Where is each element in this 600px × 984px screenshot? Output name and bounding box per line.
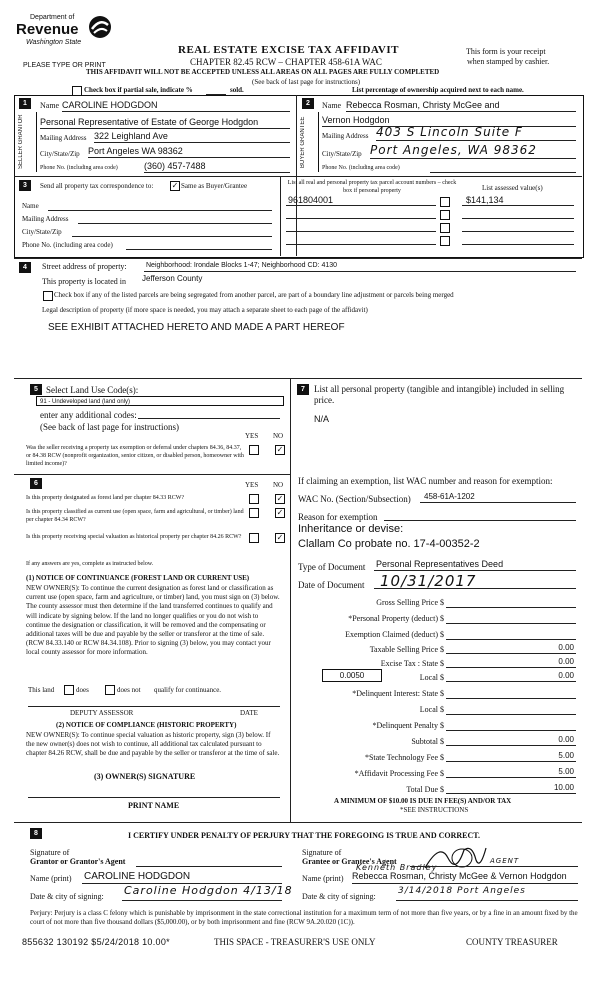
form-title: REAL ESTATE EXCISE TAX AFFIDAVIT <box>178 44 399 56</box>
divider-3 <box>14 176 582 177</box>
wac-line <box>420 502 576 503</box>
minimum-due-note: A MINIMUM OF $10.00 IS DUE IN FEE(S) AND/OR TAX <box>334 797 512 805</box>
partial-sale-label: Check box if partial sale, indicate % <box>84 86 193 94</box>
s6-top-line <box>14 474 290 475</box>
qualify-label: qualify for continuance. <box>154 686 222 694</box>
grantor-name-value[interactable]: CAROLINE HODGDON <box>84 871 191 882</box>
section-1-number: 1 <box>19 98 31 109</box>
assessed-value[interactable]: $141,134 <box>466 195 504 205</box>
calc-value-taxable[interactable]: 0.00 <box>558 643 574 652</box>
personal-property-checkbox-2[interactable] <box>440 210 450 220</box>
grantee-name-value[interactable]: Rebecca Rosman, Christy McGee & Vernon Hodgdon <box>352 871 567 881</box>
county-treasurer-label: COUNTY TREASURER <box>466 937 558 947</box>
this-land-label: This land <box>28 686 55 694</box>
exemption-label: If claiming an exemption, list WAC number and reason for exemption: <box>298 476 553 486</box>
seller-name-line <box>62 111 290 112</box>
grantee-sig-label-2: Grantee or Grantee's Agent <box>302 857 397 866</box>
calc-line-5 <box>446 681 576 682</box>
calc-label-delinq-local: Local $ <box>419 705 444 714</box>
buyer-phone-label: Phone No. (including area code) <box>322 165 400 171</box>
notice-compliance-body: NEW OWNER(S): To continue special valuation as historic property, sign (3) below. If the new owner(s) does not wish to continue, all additional tax calculated pursuant to chapter 84.26 RCW, shall be due and payable by the seller or transferor at the time of sale. <box>26 731 280 758</box>
s6-q1-yes-checkbox[interactable] <box>249 494 259 504</box>
additional-codes-label: enter any additional codes: <box>40 410 137 420</box>
section-8-number: 8 <box>30 828 42 839</box>
logo-line1: Department of <box>30 14 75 21</box>
buyer-phone-line <box>430 172 576 173</box>
grantor-sig-label-2: Grantor or Grantor's Agent <box>30 857 126 866</box>
street-address-value[interactable]: Neighborhood: Irondale Blocks 1-47; Neighborhood CD: 4130 <box>146 262 338 269</box>
s6-q3-no-checkbox[interactable]: ✓ <box>276 533 284 542</box>
buyer-mailing-value[interactable]: 403 S Lincoln Suite F <box>376 125 523 139</box>
doc-type-label: Type of Document <box>298 562 366 572</box>
doc-date-label: Date of Document <box>298 580 365 590</box>
calc-line-3 <box>446 653 576 654</box>
seller-mailing-label: Mailing Address <box>40 134 87 142</box>
calc-line-9 <box>446 745 576 746</box>
located-in-label: This property is located in <box>42 277 126 286</box>
revenue-logo-icon <box>86 14 114 40</box>
local-rate-box[interactable]: 0.0050 <box>322 669 382 682</box>
grantee-agent-mark: AGENT <box>490 857 520 865</box>
deputy-line <box>28 706 280 707</box>
does-label: does <box>76 686 89 694</box>
calc-label-total: Total Due $ <box>406 785 444 794</box>
calc-label-taxable: Taxable Selling Price $ <box>369 645 444 654</box>
s8-top-line <box>14 822 582 823</box>
calc-line-4 <box>446 667 576 668</box>
grantee-date-label: Date & city of signing: <box>302 892 376 901</box>
grantor-signature[interactable]: Caroline Hodgdon 4/13/18 <box>124 884 293 897</box>
please-type-label: PLEASE TYPE OR PRINT <box>23 62 106 69</box>
doc-date-value[interactable]: 10/31/2017 <box>380 572 477 590</box>
buyer-name-line <box>346 111 576 112</box>
see-instructions-note: *SEE INSTRUCTIONS <box>400 806 469 814</box>
doc-type-line <box>374 570 576 571</box>
seller-name-label: Name <box>40 101 60 110</box>
dor-logo <box>16 14 126 56</box>
does-not-label: does not <box>117 686 141 694</box>
seller-city-line <box>88 157 290 158</box>
s6-no-header: NO <box>273 481 284 489</box>
lower-divider <box>290 378 291 822</box>
does-not-checkbox[interactable] <box>105 685 115 695</box>
calc-label-processing-fee: *Affidavit Processing Fee $ <box>354 769 444 778</box>
sold-label: sold. <box>230 86 244 94</box>
section-7-number: 7 <box>297 384 309 395</box>
notice-continuance-body: NEW OWNER(S): To continue the current designation as forest land or classification as current use (open space, farm and agriculture, or timber) land, you must sign on (3) below. The county assessor must then determine if the land transferred continues to qualify and will indicate by signing below. If the land no longer qualifies or you do not wish to continue the designation or classification, it will be removed and the compensating or additional taxes will be due and payable by the seller or transferor at the time of sale. (RCW 84.33.140 or RCW 84.34.108). Prior to signing (3) below, you may contact your local county assessor for more information. <box>26 584 280 657</box>
calc-value-state-tax[interactable]: 0.00 <box>558 657 574 666</box>
s3-name-line <box>48 210 272 211</box>
assessed-line-4 <box>462 244 574 245</box>
s6-q2-yes-checkbox[interactable] <box>249 508 259 518</box>
reason-line <box>384 520 576 521</box>
grantor-date-line <box>122 900 282 901</box>
percentage-note: List percentage of ownership acquired next to each name. <box>352 86 524 94</box>
calc-line-1 <box>446 623 576 624</box>
grantee-name-label: Name (print) <box>302 874 344 883</box>
s6-q2: Is this property classified as current use (open space, farm and agricultural, or timber) land per chapter 84.34 RCW? <box>26 509 244 523</box>
seller-mailing-value[interactable]: 322 Leighland Ave <box>94 131 168 141</box>
s5-yes-checkbox[interactable] <box>249 445 259 455</box>
calc-value-total[interactable]: 10.00 <box>553 783 574 792</box>
street-address-label: Street address of property: <box>42 262 127 271</box>
s6-q3: Is this property receiving special valuation as historical property per chapter 84.26 RCW? <box>26 534 242 540</box>
land-use-select[interactable]: 91 - Undeveloped land (land only) <box>36 396 284 406</box>
deputy-assessor-label: DEPUTY ASSESSOR <box>70 709 134 717</box>
form-subtitle: CHAPTER 82.45 RCW – CHAPTER 458-61A WAC <box>190 57 382 67</box>
calc-line-12 <box>446 793 576 794</box>
calc-line-6 <box>446 698 576 699</box>
buyer-city-label: City/State/Zip <box>322 150 362 158</box>
buyer-name-label: Name <box>322 101 342 110</box>
seller-name2-line <box>40 128 290 129</box>
s3-phone-label: Phone No. (including area code) <box>22 241 113 249</box>
s3-name-label: Name <box>22 202 39 210</box>
does-checkbox[interactable] <box>64 685 74 695</box>
seller-name-value[interactable]: CAROLINE HODGDON <box>62 100 158 110</box>
perjury-text: Perjury: Perjury is a class C felony which is punishable by imprisonment in the state correctional institution for a maximum term of not more than five years, or by a fine in an amount fixed by the court of not more than five thousand dollars ($5,000.00), or by both imprisonment and fine (RCW 9A.20.020 (1C)). <box>30 909 578 926</box>
grantee-date-line <box>396 900 578 901</box>
calc-label-state-tax: Excise Tax : State $ <box>380 659 444 668</box>
treasurer-space-label: THIS SPACE - TREASURER'S USE ONLY <box>214 937 376 947</box>
section-4-number: 4 <box>19 262 31 273</box>
calc-label-delinq-state: *Delinquent Interest: State $ <box>352 689 444 698</box>
calc-line-8 <box>446 730 576 731</box>
calc-value-subtotal[interactable]: 0.00 <box>558 735 574 744</box>
assessed-line-1 <box>462 205 574 206</box>
parcel-header: List all real and personal property tax parcel account numbers – check box if personal property <box>287 180 457 194</box>
wac-label: WAC No. (Section/Subsection) <box>298 494 411 504</box>
send-correspondence-label: Send all property tax correspondence to: <box>40 182 154 190</box>
calc-label-tech-fee: *State Technology Fee $ <box>364 753 444 762</box>
s6-if-yes: If any answers are yes, complete as instructed below. <box>26 561 154 567</box>
section-3-number: 3 <box>19 180 31 191</box>
segregated-checkbox[interactable] <box>43 291 53 301</box>
calc-line-7 <box>446 714 576 715</box>
print-name-line <box>28 797 280 798</box>
s5-no-checkbox[interactable]: ✓ <box>276 445 284 454</box>
logo-line3: Washington State <box>26 39 82 46</box>
additional-codes-line <box>138 418 280 419</box>
notice-compliance-title: (2) NOTICE OF COMPLIANCE (HISTORIC PROPERTY) <box>56 721 237 729</box>
parcel-number-value[interactable]: 961804001 <box>288 195 334 205</box>
s6-q2-no-checkbox[interactable]: ✓ <box>276 508 284 517</box>
grantee-sig-label-1: Signature of <box>302 848 342 857</box>
s3-phone-line <box>126 249 272 250</box>
s5-see-back: (See back of last page for instructions) <box>40 422 179 432</box>
calc-value-tech-fee[interactable]: 5.00 <box>558 751 574 760</box>
s6-q1: Is this property designated as forest land per chapter 84.33 RCW? <box>26 495 185 501</box>
grantor-date-label: Date & city of signing: <box>30 892 104 901</box>
calc-label-subtotal: Subtotal $ <box>411 737 444 746</box>
parcel-line-3 <box>286 231 436 232</box>
grantee-signature-scribble <box>420 840 490 874</box>
parcel-line-4 <box>286 244 436 245</box>
calc-label-exemption: Exemption Claimed (deduct) $ <box>345 630 444 639</box>
parcel-line-2 <box>286 218 436 219</box>
s6-q1-no-checkbox[interactable]: ✓ <box>276 494 284 503</box>
calc-label-gross: Gross Selling Price $ <box>376 598 444 607</box>
see-back-note: (See back of last page for instructions) <box>252 78 361 86</box>
seller-phone-line <box>144 172 290 173</box>
cashier-stamp: 855632 130192 $5/24/2018 10.00* <box>22 937 170 947</box>
s3-divider <box>280 176 281 256</box>
seller-city-value[interactable]: Port Angeles WA 98362 <box>88 146 183 156</box>
grantor-sig-label-1: Signature of <box>30 848 70 857</box>
calc-line-2 <box>446 639 576 640</box>
parcel-line-1 <box>286 205 436 206</box>
personal-property-checkbox-1[interactable] <box>440 197 450 207</box>
grantor-sig-line <box>136 866 282 867</box>
s3-city-label: City/State/Zip <box>22 228 62 236</box>
buyer-side-tab <box>300 112 319 172</box>
s3-city-line <box>72 236 272 237</box>
grantee-signature[interactable]: Kenneth Bradley <box>356 863 438 872</box>
personal-property-label: List all personal property (tangible and intangible) included in selling price. <box>314 384 565 405</box>
calc-label-local-tax: Local $ <box>419 673 444 682</box>
reason-label: Reason for exemption <box>298 512 378 522</box>
assessed-header: List assessed value(s) <box>482 184 543 192</box>
s3-mailing-label: Mailing Address <box>22 215 69 223</box>
grantee-name-line <box>352 883 578 884</box>
land-use-label: Select Land Use Code(s): <box>46 385 139 395</box>
wac-value[interactable]: 458-61A-1202 <box>424 492 475 501</box>
county-value[interactable]: Jefferson County <box>142 274 203 283</box>
personal-property-value[interactable]: N/A <box>314 414 330 424</box>
assessed-line-2 <box>462 218 574 219</box>
same-as-buyer-label: Same as Buyer/Grantee <box>181 182 248 190</box>
grantor-name-label: Name (print) <box>30 874 72 883</box>
seller-mailing-line <box>94 142 290 143</box>
seller-name2-value[interactable]: Personal Representative of Estate of George Hodgdon <box>40 117 259 127</box>
section-2-number: 2 <box>302 98 314 109</box>
grantee-date-value[interactable]: 3/14/2018 Port Angeles <box>398 886 526 896</box>
notice-continuance-title: (1) NOTICE OF CONTINUANCE (FOREST LAND OR CURRENT USE) <box>26 574 250 582</box>
buyer-mailing-line <box>376 140 576 141</box>
s6-q3-yes-checkbox[interactable] <box>249 533 259 543</box>
assessed-line-3 <box>462 231 574 232</box>
buyer-side-label: BUYER GRANTEE <box>300 116 306 168</box>
reason-value-1[interactable]: Inheritance or devise: <box>298 523 404 535</box>
personal-property-checkbox-4[interactable] <box>440 236 450 246</box>
calc-label-personal: *Personal Property (deduct) $ <box>348 614 444 623</box>
buyer-city-value[interactable]: Port Angeles, WA 98362 <box>370 143 537 157</box>
s3-mailing-line <box>78 223 272 224</box>
street-line <box>144 271 576 272</box>
perjury-statement <box>30 909 582 927</box>
same-as-buyer-checkbox[interactable]: ✓ <box>171 181 179 190</box>
lower-top-line <box>14 378 582 379</box>
warning-text: THIS AFFIDAVIT WILL NOT BE ACCEPTED UNLESS ALL AREAS ON ALL PAGES ARE FULLY COMPLETED <box>86 68 440 76</box>
section-6-number: 6 <box>30 478 42 489</box>
buyer-city-line <box>370 158 576 159</box>
calc-value-local-tax[interactable]: 0.00 <box>558 671 574 680</box>
deputy-date-label: DATE <box>240 709 258 717</box>
seller-side-tab <box>18 112 37 172</box>
seller-city-label: City/State/Zip <box>40 150 80 158</box>
calc-value-processing-fee[interactable]: 5.00 <box>558 767 574 776</box>
s5-question: Was the seller receiving a property tax exemption or deferral under chapters 84.36, 84.37, or 84.38 RCW (nonprofit organization, senior citizen, or disabled person, homeowner with limited income)? <box>26 445 244 467</box>
calc-line-11 <box>446 777 576 778</box>
buyer-name2-value[interactable]: Vernon Hodgdon <box>322 115 390 125</box>
calc-line-0 <box>446 607 576 608</box>
calc-label-penalty: *Delinquent Penalty $ <box>372 721 444 730</box>
calc-line-10 <box>446 761 576 762</box>
segregated-label: Check box if any of the listed parcels are being segregated from another parcel, are part of a boundary line adjustment or parcels being merged <box>54 291 454 299</box>
owner-signature-label: (3) OWNER(S) SIGNATURE <box>94 772 196 781</box>
doc-date-line <box>374 588 576 589</box>
certify-statement: I CERTIFY UNDER PENALTY OF PERJURY THAT THE FOREGOING IS TRUE AND CORRECT. <box>128 831 481 840</box>
logo-line2: Revenue <box>16 21 79 38</box>
buyer-name-value[interactable]: Rebecca Rosman, Christy McGee and <box>346 100 500 110</box>
seller-side-label: SELLER GRANTOR <box>18 114 24 170</box>
legal-description-value[interactable]: SEE EXHIBIT ATTACHED HERETO AND MADE A PART HEREOF <box>48 322 345 333</box>
seller-phone-value[interactable]: (360) 457-7488 <box>144 161 206 171</box>
print-name-label: PRINT NAME <box>128 801 180 810</box>
legal-description-label: Legal description of property (if more space is needed, you may attach a separate sheet to each page of the affidavit) <box>42 306 368 314</box>
seller-phone-label: Phone No. (including area code) <box>40 165 118 171</box>
buyer-mailing-label: Mailing Address <box>322 132 369 140</box>
receipt-note-1: This form is your receipt <box>466 47 546 56</box>
s6-yes-header: YES <box>245 481 259 489</box>
section-5-number: 5 <box>30 384 42 395</box>
s5-no-header: NO <box>273 432 284 440</box>
doc-type-value[interactable]: Personal Representatives Deed <box>376 559 504 569</box>
s5-yes-header: YES <box>245 432 259 440</box>
reason-value-2[interactable]: Clallam Co probate no. 17-4-00352-2 <box>298 538 480 550</box>
grantee-sig-line <box>410 866 578 867</box>
s4-top-line <box>14 258 582 259</box>
receipt-note-2: when stamped by cashier. <box>467 57 550 66</box>
personal-property-checkbox-3[interactable] <box>440 223 450 233</box>
